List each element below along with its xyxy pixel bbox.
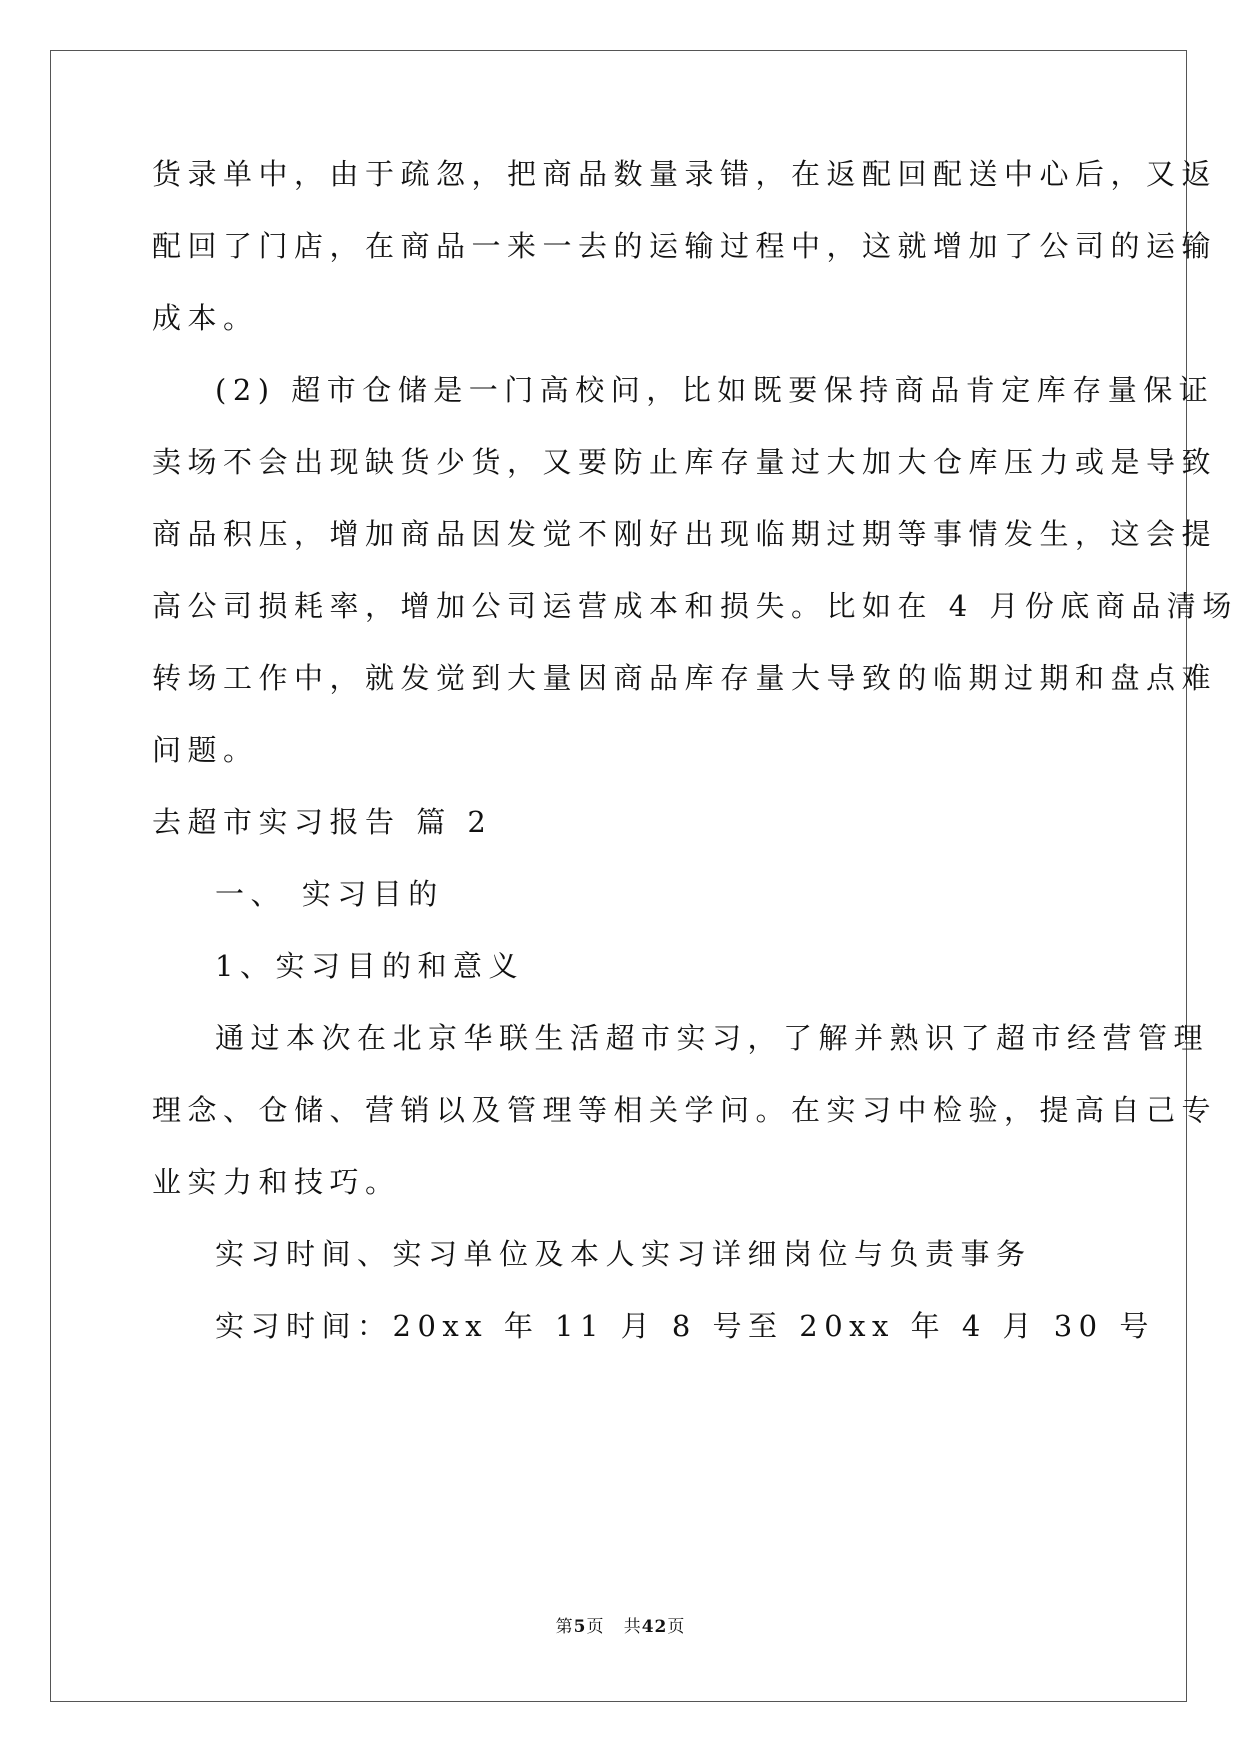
text-line: 业实力和技巧。 xyxy=(152,1165,401,1199)
text-line: 理念、仓储、营销以及管理等相关学问。在实习中检验，提高自己专 xyxy=(152,1093,1218,1127)
subheading: 1、实习目的和意义 xyxy=(215,949,524,983)
text-line: 配回了门店，在商品一来一去的运输过程中，这就增加了公司的运输 xyxy=(152,229,1218,263)
footer-total-suffix: 页 xyxy=(667,1617,686,1637)
text-line: (2) 超市仓储是一门高校问，比如既要保持商品肯定库存量保证 xyxy=(215,373,1215,407)
page-border xyxy=(50,50,1187,1702)
section-heading: 去超市实习报告 篇 2 xyxy=(152,805,493,839)
text-line: 成本。 xyxy=(152,301,259,335)
page-footer xyxy=(0,1612,1241,1637)
footer-prefix: 第 xyxy=(555,1617,574,1637)
text-line: 实习时间：20xx 年 11 月 8 号至 20xx 年 4 月 30 号 xyxy=(215,1309,1155,1343)
text-line: 转场工作中，就发觉到大量因商品库存量大导致的临期过期和盘点难 xyxy=(152,661,1218,695)
text-line: 问题。 xyxy=(152,733,259,767)
text-line: 货录单中，由于疏忽，把商品数量录错，在返配回配送中心后，又返 xyxy=(152,157,1218,191)
subheading: 一、 实习目的 xyxy=(215,877,444,911)
footer-page-suffix: 页 xyxy=(586,1617,605,1637)
text-line: 商品积压，增加商品因发觉不刚好出现临期过期等事情发生，这会提 xyxy=(152,517,1218,551)
footer-total-prefix: 共 xyxy=(623,1617,642,1637)
text-line: 卖场不会出现缺货少货，又要防止库存量过大加大仓库压力或是导致 xyxy=(152,445,1218,479)
text-line: 实习时间、实习单位及本人实习详细岗位与负责事务 xyxy=(215,1237,1032,1271)
current-page-number: 5 xyxy=(573,1617,587,1637)
total-page-count: 42 xyxy=(641,1617,668,1637)
text-line: 通过本次在北京华联生活超市实习，了解并熟识了超市经营管理 xyxy=(215,1021,1210,1055)
text-line: 高公司损耗率，增加公司运营成本和损失。比如在 4 月份底商品清场 xyxy=(152,589,1238,623)
